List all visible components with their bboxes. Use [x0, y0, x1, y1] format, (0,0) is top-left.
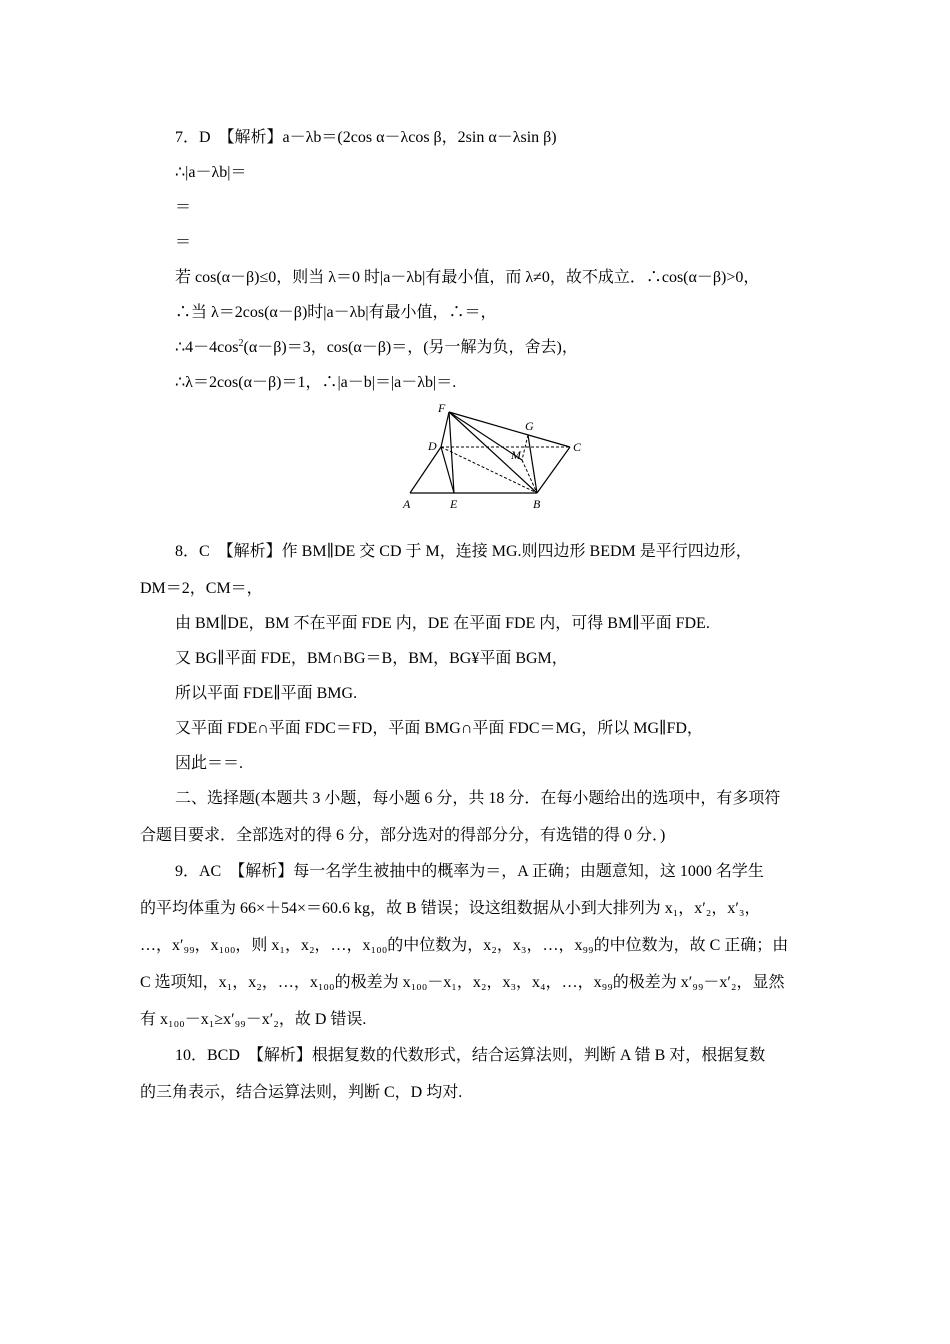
q7-line-5: 若 cos(α－β)≤0，则当 λ＝0 时|a－λb|有最小值，而 λ≠0，故不成立．∴cos(α－β)>0，: [175, 269, 760, 286]
label-F: F: [438, 401, 446, 415]
q9-line-1: 9．AC 【解析】每一名学生被抽中的概率为＝，A 正确；由题意知，这 1000 名学生: [175, 863, 764, 880]
section2-line-1: 二、选择题(本题共 3 小题，每小题 6 分，共 18 分．在每小题给出的选项中，有多项符: [175, 790, 781, 807]
q8-line-1: 8．C 【解析】作 BM∥DE 交 CD 于 M，连接 MG.则四边形 BEDM 是平行四边形，: [175, 543, 752, 560]
edge-DB-dashed: [441, 447, 537, 493]
edge-BC: [537, 447, 570, 493]
q8-line-4: 又 BG∥平面 FDE，BM∩BG＝B，BM，BG¥平面 BGM，: [175, 650, 568, 667]
q9-line-2: 的平均体重为 66×＋54×＝60.6 kg，故 B 错误；设这组数据从小到大排列为 x₁，x′₂，x′₃，: [140, 900, 761, 917]
section2-line-2: 合题目要求．全部选对的得 6 分，部分选对的得部分分，有选错的得 0 分．): [140, 827, 666, 844]
geometry-figure: [398, 400, 598, 515]
q10-line-2: 的三角表示，结合运算法则，判断 C，D 均对.: [140, 1084, 463, 1101]
q7-line-2: ∴|a－λb|＝: [175, 164, 247, 181]
label-B: B: [533, 497, 541, 511]
label-D: D: [428, 439, 437, 453]
edge-AD: [410, 447, 441, 493]
label-M: M: [511, 448, 521, 462]
q9-line-5: 有 x₁₀₀－x₁≥x′₉₉－x′₂，故 D 错误.: [140, 1011, 367, 1028]
q8-line-5: 所以平面 FDE∥平面 BMG.: [175, 685, 358, 702]
label-E: E: [450, 497, 458, 511]
q8-line-6: 又平面 FDE∩平面 FDC＝FD，平面 BMG∩平面 FDC＝MG，所以 MG∥FD，: [175, 720, 703, 737]
q8-line-2: DM＝2，CM＝，: [140, 580, 263, 597]
q7-line-1: 7．D 【解析】a－λb＝(2cos α－λcos β，2sin α－λsin β): [175, 129, 557, 146]
q7-line-6: ∴当 λ＝2cos(α－β)时|a－λb|有最小值，∴＝，: [175, 304, 497, 321]
label-C: C: [573, 440, 582, 454]
q7-line-7: [175, 337, 578, 359]
edge-DF: [441, 412, 449, 447]
q7-line-4: ＝: [175, 234, 192, 251]
q7-line-7-a: ∴4－4cos: [175, 339, 239, 356]
q9-line-3: …，x′₉₉，x₁₀₀，则 x₁，x₂，…，x₁₀₀的中位数为，x₂，x₃，…，x₉₉的中位数为，故 C 正确；由: [140, 937, 789, 954]
q8-line-7: 因此＝＝.: [175, 755, 244, 772]
q10-line-1: 10．BCD 【解析】根据复数的代数形式，结合运算法则，判断 A 错 B 对，根据复数: [175, 1047, 766, 1064]
q7-line-3: ＝: [175, 199, 192, 216]
q9-line-4: C 选项知，x₁，x₂，…，x₁₀₀的极差为 x₁₀₀－x₁，x₂，x₃，x₄，…，x₉₉的极差为 x′₉₉－x′₂，显然: [140, 974, 785, 991]
q7-line-8: ∴λ＝2cos(α－β)＝1，∴|a－b|＝|a－λb|＝.: [175, 374, 457, 391]
q8-line-3: 由 BM∥DE，BM 不在平面 FDE 内，DE 在平面 FDE 内，可得 BM∥平面 FDE.: [175, 615, 710, 632]
q7-line-7-b: (α－β)＝3，cos(α－β)＝，(另一解为负，舍去)，: [243, 339, 578, 356]
label-G: G: [525, 419, 534, 433]
q7-line-7-sup: 2: [238, 338, 244, 349]
label-A: A: [403, 497, 411, 511]
